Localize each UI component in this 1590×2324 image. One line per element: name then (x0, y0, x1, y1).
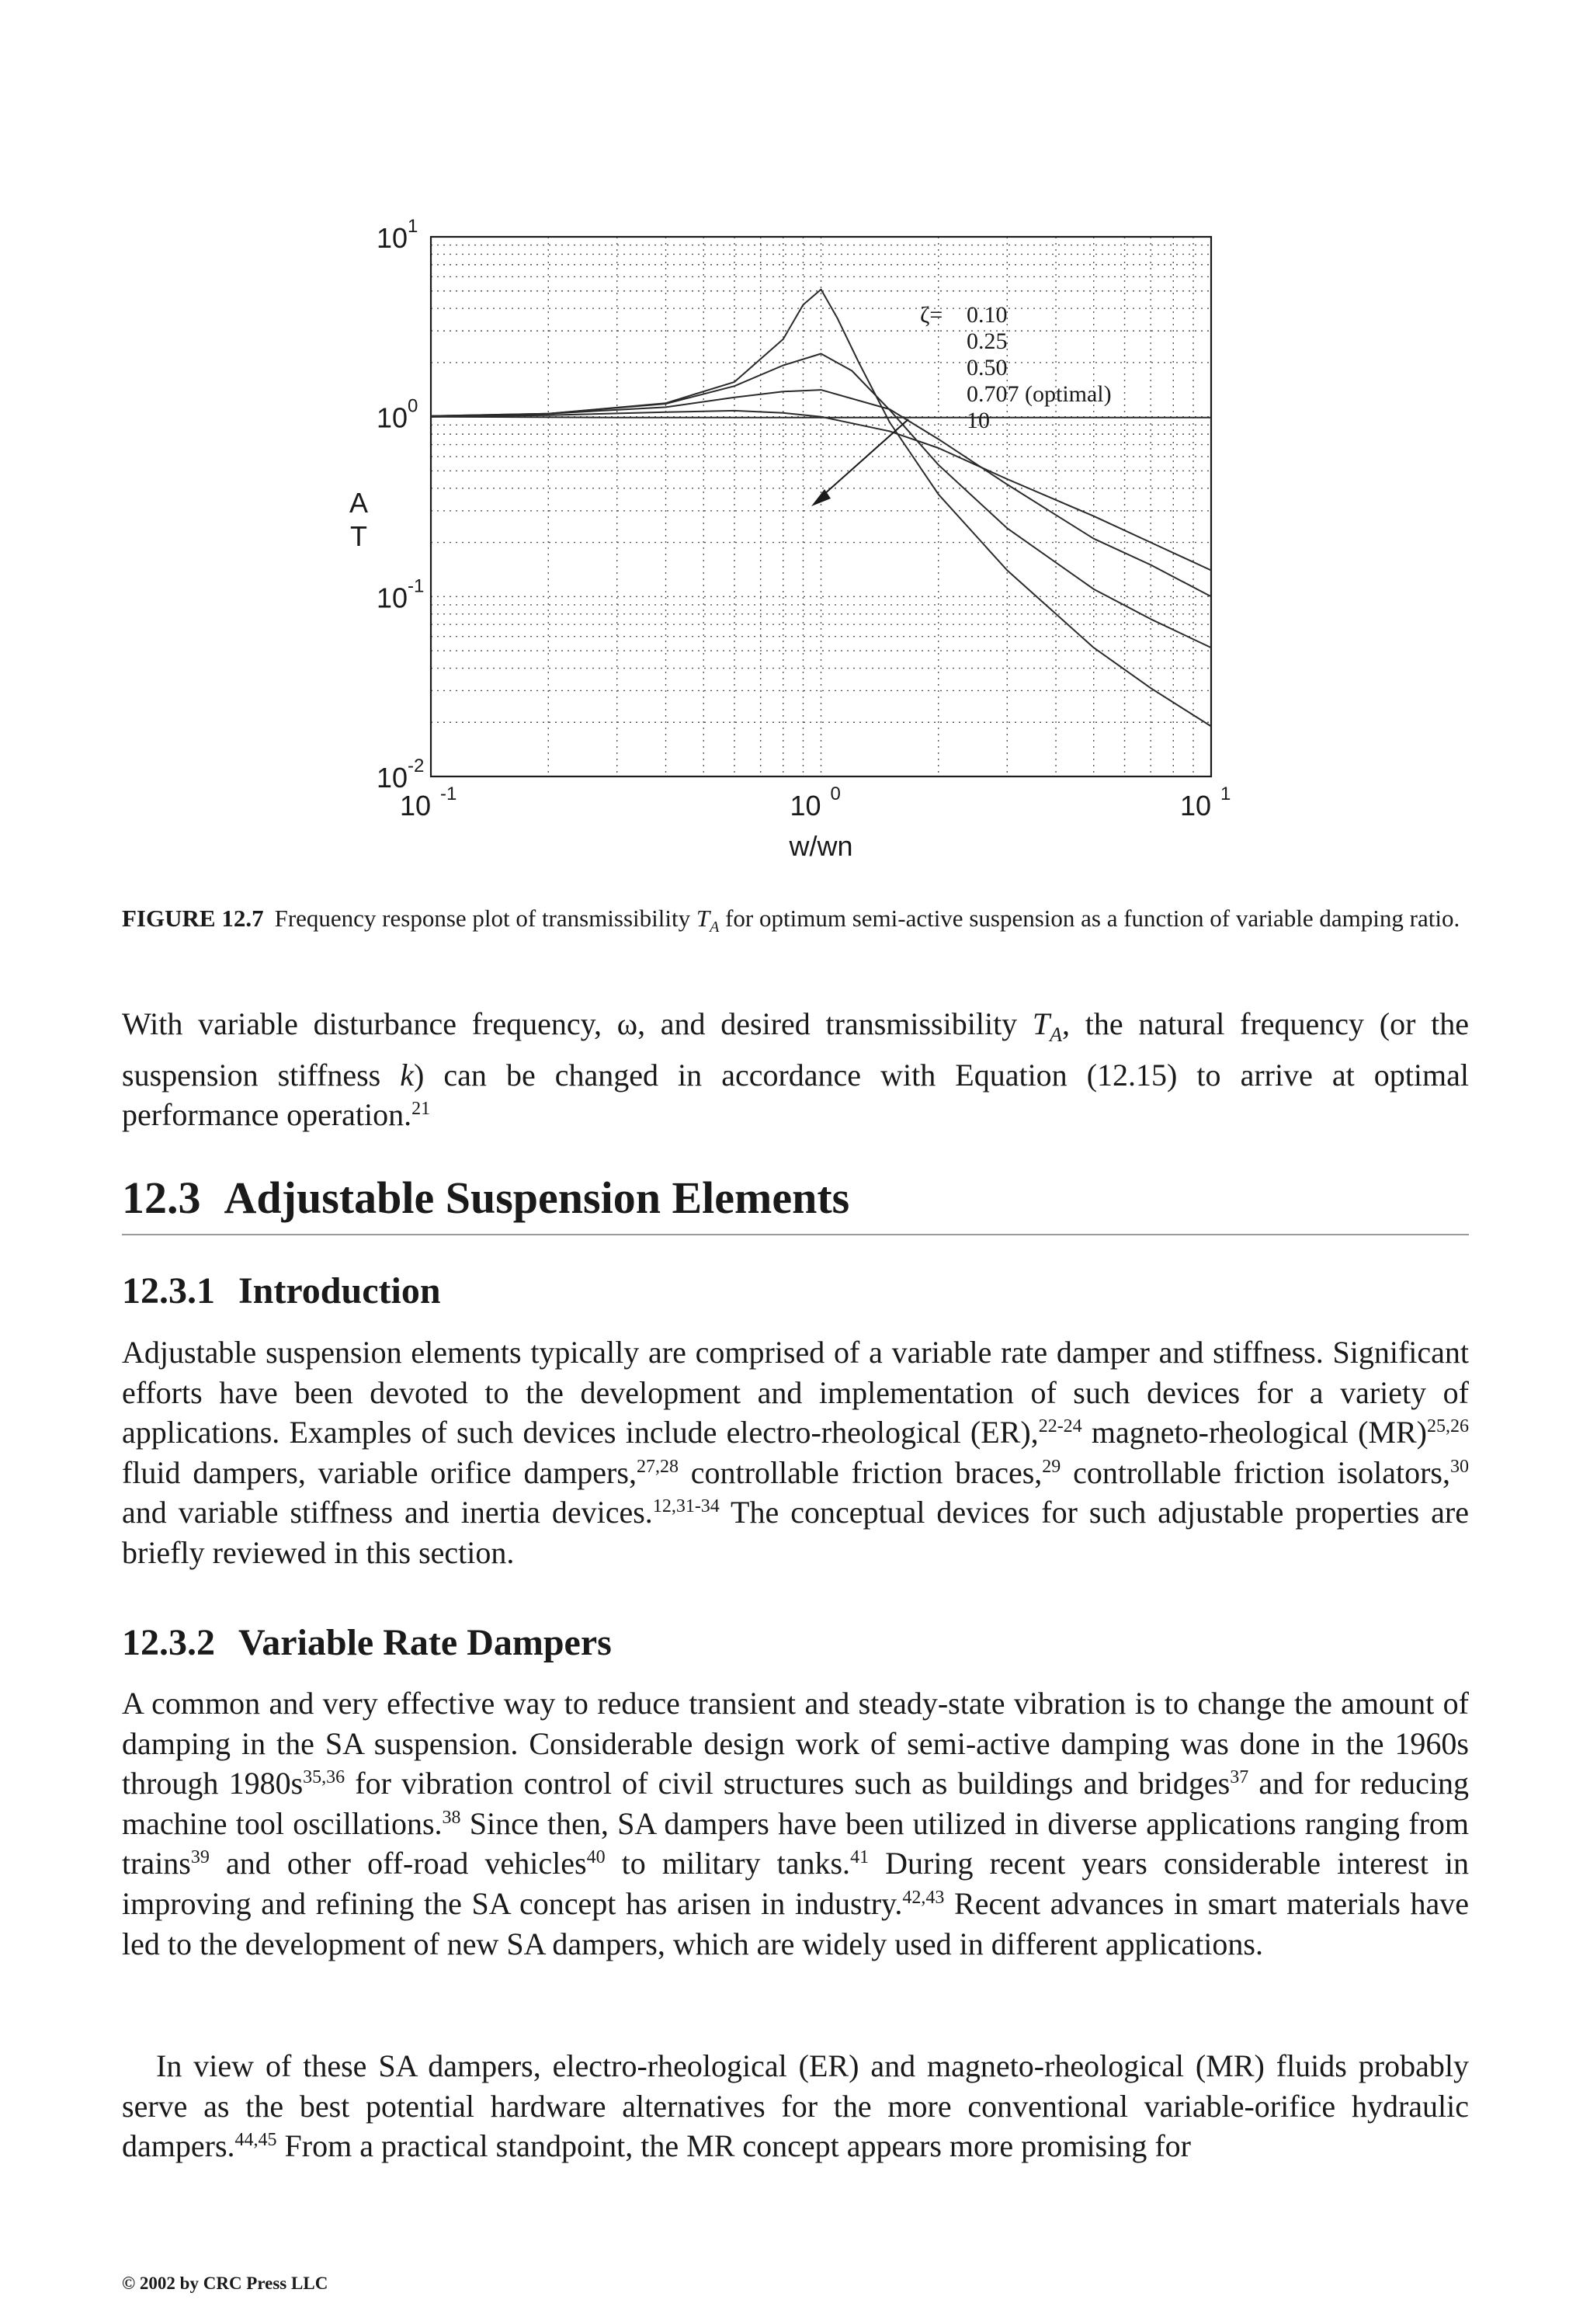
series-line-zeta-0.50 (431, 390, 1211, 596)
figure-caption (122, 901, 1469, 945)
legend-value: 0.50 (967, 355, 1008, 380)
figure-12-7 (342, 210, 1304, 877)
text: and other off-road vehicles (209, 1846, 587, 1881)
subsection-number: 12.3.1 (122, 1270, 215, 1311)
text: Since then, SA dampers have been utilized in diverse applications ranging from trains (122, 1805, 1469, 1881)
caption-label: FIGURE 12.7 (122, 905, 264, 932)
y-tick-label: 10 (376, 762, 408, 794)
reference: 21 (411, 1099, 431, 1120)
y-axis-label-t: T (350, 520, 367, 552)
text: During recent years considerable interest in improving and refining the SA concept has arisen in industry. (122, 1846, 1470, 1921)
y-tick-label: 10 (376, 401, 408, 434)
subsection-heading-introduction (122, 1270, 441, 1312)
reference: 37 (1230, 1767, 1249, 1788)
x-tick-label: 10 (399, 790, 432, 822)
paragraph-introduction (122, 1332, 1469, 1573)
caption-symbol-sub: A (710, 919, 720, 936)
reference: 40 (586, 1847, 606, 1868)
y-tick-exponent: -1 (408, 575, 425, 597)
x-tick-exponent: 1 (1220, 783, 1231, 804)
x-tick-exponent: 0 (830, 783, 841, 804)
symbol-k: k (400, 1057, 415, 1093)
text: and for reducing machine tool oscillations. (122, 1766, 1469, 1841)
text: to military tanks. (605, 1846, 851, 1881)
reference: 35,36 (303, 1767, 345, 1788)
text: A common and very effective way to reduce transient and steady-state vibration is to change the amount of damping in the SA suspension. Considerable design work of semi-active damping was done in the 1960s through 1980s (122, 1686, 1469, 1801)
series-line-zeta-0.707 (431, 411, 1211, 571)
y-tick-label: 10 (376, 582, 408, 614)
section-title: Adjustable Suspension Elements (224, 1172, 850, 1223)
subsection-heading-variable-rate-dampers (122, 1621, 612, 1664)
section-heading (122, 1167, 1469, 1235)
caption-text-1: Frequency response plot of transmissibility (274, 905, 696, 932)
text: The conceptual devices for such adjustable properties are briefly reviewed in this section. (122, 1495, 1470, 1570)
legend-value: 0.25 (967, 328, 1008, 354)
text: for vibration control of civil structures such as buildings and bridges (345, 1766, 1231, 1801)
paragraph-variable-rate-dampers (122, 1683, 1469, 1964)
reference: 12,31-34 (652, 1496, 720, 1517)
text: With variable disturbance frequency, ω, and desired transmissibility (122, 1006, 1033, 1041)
reference: 29 (1042, 1456, 1061, 1477)
symbol-sub: A (1050, 1023, 1063, 1046)
x-tick-label: 10 (1179, 790, 1212, 822)
legend-arrow-line (817, 419, 908, 501)
x-tick-label: 10 (790, 790, 821, 822)
copyright-footer: © 2002 by CRC Press LLC (122, 2274, 328, 2293)
text: controllable friction isolators, (1061, 1454, 1450, 1490)
text: magneto-rheological (MR) (1081, 1415, 1427, 1450)
text: Recent advances in smart materials have led to the development of new SA dampers, which are widely used in different applications. (122, 1885, 1469, 1961)
reference: 27,28 (636, 1456, 679, 1477)
text: From a practical standpoint, the MR concept appears more promising for (276, 2128, 1191, 2164)
x-tick-exponent: -1 (440, 783, 457, 804)
x-axis-label: w/wn (789, 830, 853, 862)
caption-symbol: T (696, 905, 710, 932)
text: In view of these SA dampers, electro-rheological (ER) and magneto-rheological (MR) fluids probably serve as the best potential hardware alternatives for the more conventional variable-orifice hydraulic dampers. (122, 2048, 1469, 2164)
caption-text-2: for optimum semi-active suspension as a function of variable damping ratio. (719, 905, 1460, 932)
text: ) can be changed in accordance with Equation (12.15) to arrive at optimal performance operation. (122, 1057, 1469, 1133)
reference: 41 (850, 1847, 870, 1868)
paragraph-transmissibility (122, 1004, 1469, 1135)
y-tick-exponent: 1 (408, 216, 418, 237)
subsection-number: 12.3.2 (122, 1622, 215, 1663)
text: fluid dampers, variable orifice dampers, (122, 1454, 637, 1490)
legend-value: 0.707 (optimal) (967, 381, 1112, 407)
paragraph-er-mr-fluids (122, 2046, 1469, 2166)
transmissibility-chart (342, 210, 1304, 877)
symbol-t: T (1032, 1006, 1050, 1041)
reference: 25,26 (1427, 1416, 1469, 1437)
text: Adjustable suspension elements typically are comprised of a variable rate damper and stiffness. Significant efforts have been devoted to the development and implementation of such devices for a variety of applications. Examples of such devices include electro-rheological (ER), (122, 1335, 1469, 1450)
y-tick-exponent: -2 (408, 756, 425, 776)
subsection-title: Introduction (238, 1270, 441, 1311)
legend-value: 10 (967, 408, 990, 433)
reference: 30 (1450, 1456, 1469, 1477)
reference: 38 (442, 1807, 461, 1828)
text: and variable stiffness and inertia devices. (122, 1495, 653, 1530)
series-line-zeta-10 (431, 417, 1211, 418)
legend-zeta-label: ζ= (920, 302, 943, 328)
legend-value: 0.10 (967, 302, 1008, 328)
subsection-title: Variable Rate Dampers (238, 1622, 612, 1663)
y-tick-exponent: 0 (408, 395, 418, 417)
text: , the natural frequency (or the suspension stiffness (122, 1006, 1469, 1093)
y-axis-label-a: A (349, 487, 369, 519)
reference: 42,43 (902, 1887, 945, 1908)
reference: 22-24 (1038, 1416, 1082, 1437)
reference: 39 (190, 1847, 210, 1868)
reference: 44,45 (234, 2130, 277, 2151)
y-tick-label: 10 (376, 222, 408, 254)
text: controllable friction braces, (678, 1454, 1043, 1490)
section-number: 12.3 (122, 1172, 201, 1223)
